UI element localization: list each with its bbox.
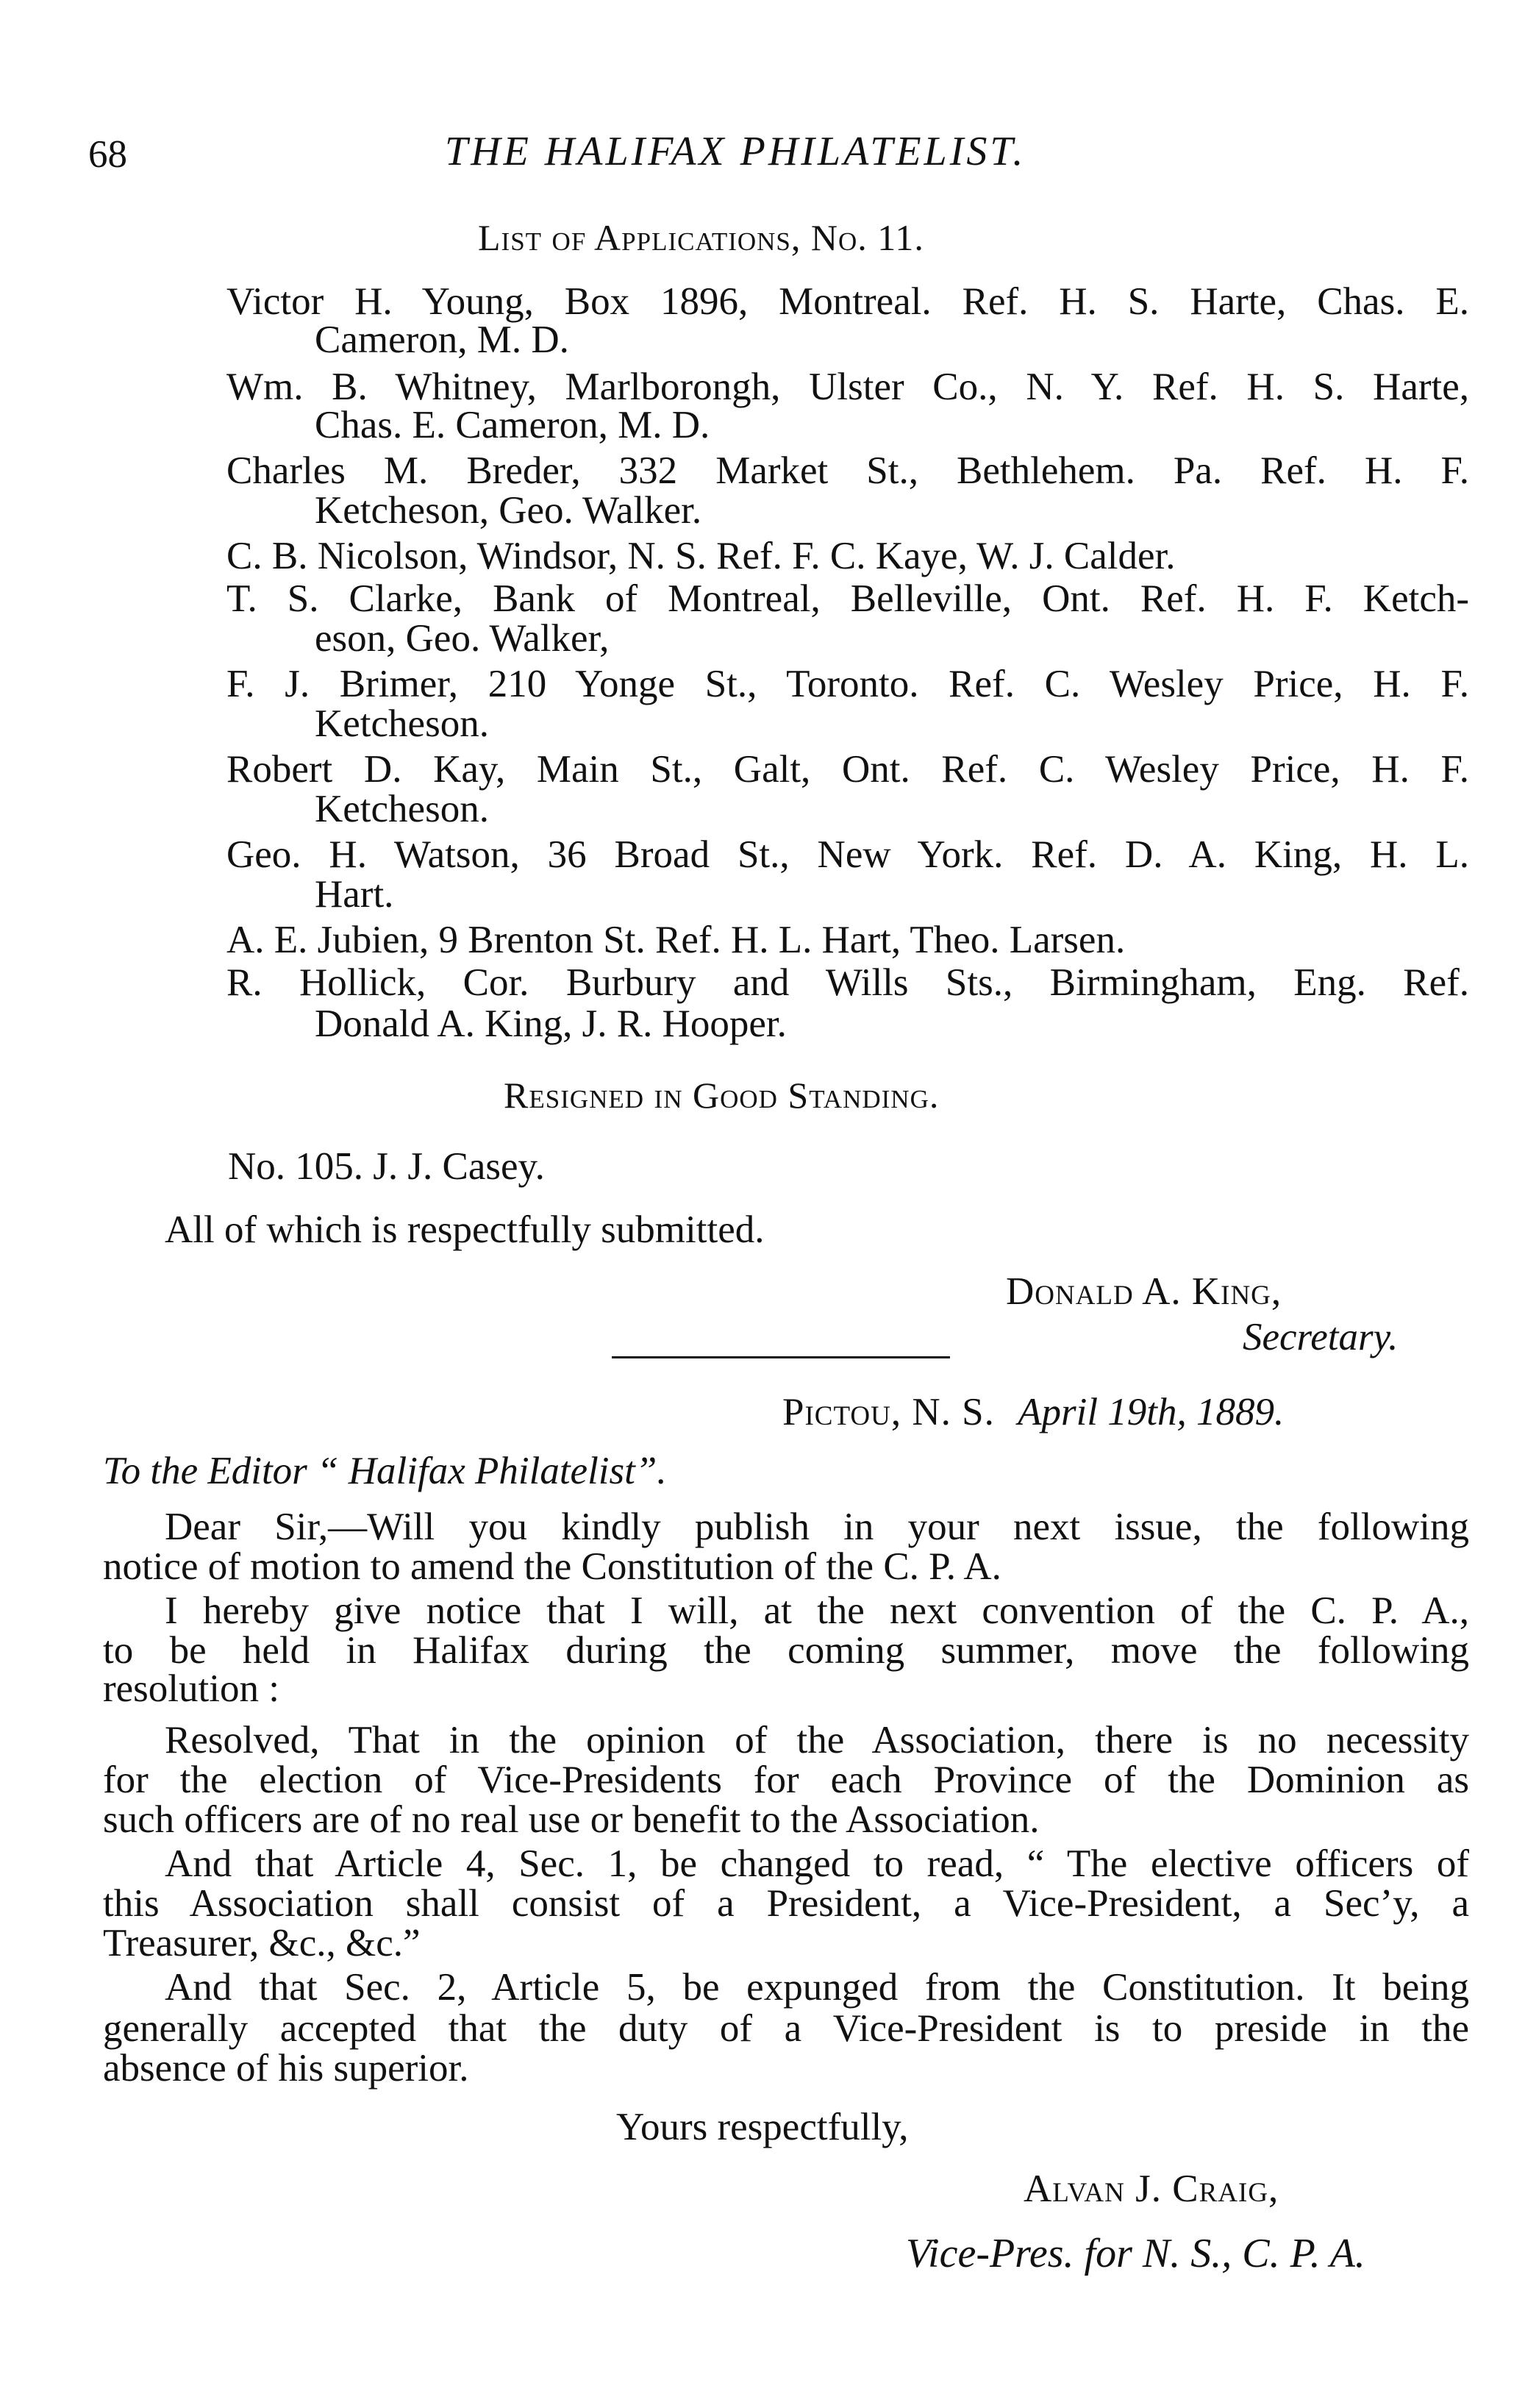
application-line: Donald A. King, J. R. Hooper. xyxy=(315,1002,787,1045)
letter-line: I hereby give notice that I will, at the next convention of the C. P. A., xyxy=(165,1589,1469,1632)
running-title: THE HALIFAX PHILATELIST. xyxy=(445,129,1026,174)
application-line: Ketcheson. xyxy=(315,702,489,745)
letter-line: Resolved, That in the opinion of the Association, there is no necessity xyxy=(165,1719,1469,1762)
letter-line: notice of motion to amend the Constitution of the C. P. A. xyxy=(103,1545,1001,1588)
application-line: F. J. Brimer, 210 Yonge St., Toronto. Ref. C. Wesley Price, H. F. xyxy=(226,663,1469,705)
application-line: Ketcheson. xyxy=(315,788,489,830)
letter-line: generally accepted that the duty of a Vice-President is to preside in the xyxy=(103,2007,1469,2050)
letter-signer-title: Vice-Pres. for N. S., C. P. A. xyxy=(906,2231,1365,2276)
letter-line: to be held in Halifax during the coming summer, move the following xyxy=(103,1629,1469,1672)
application-line: R. Hollick, Cor. Burbury and Wills Sts., Birmingham, Eng. Ref. xyxy=(226,961,1469,1004)
resigned-heading: Resigned in Good Standing. xyxy=(504,1075,940,1116)
application-line: Robert D. Kay, Main St., Galt, Ont. Ref. C. Wesley Price, H. F. xyxy=(226,748,1469,791)
application-line: T. S. Clarke, Bank of Montreal, Belleville, Ont. Ref. H. F. Ketch- xyxy=(226,577,1469,620)
section-divider xyxy=(612,1356,950,1358)
application-line: A. E. Jubien, 9 Brenton St. Ref. H. L. Hart, Theo. Larsen. xyxy=(226,919,1126,961)
letter-line: absence of his superior. xyxy=(103,2047,469,2090)
resigned-entry: No. 105. J. J. Casey. xyxy=(228,1145,545,1188)
secretary-signature: Donald A. King, xyxy=(1006,1270,1282,1313)
page-number: 68 xyxy=(88,133,127,176)
letter-line: such officers are of no real use or benefit to the Association. xyxy=(103,1798,1040,1841)
applications-heading: List of Applications, No. 11. xyxy=(478,217,924,258)
letter-date: April 19th, 1889. xyxy=(1018,1391,1285,1433)
application-line: Wm. B. Whitney, Marlborongh, Ulster Co., N. Y. Ref. H. S. Harte, xyxy=(226,366,1469,408)
letter-line: resolution : xyxy=(103,1667,279,1710)
application-line: Hart. xyxy=(315,873,394,916)
letter-line: And that Article 4, Sec. 1, be changed to read, “ The elective officers of xyxy=(165,1842,1469,1885)
application-line: Ketcheson, Geo. Walker. xyxy=(315,489,702,532)
letter-line: this Association shall consist of a President, a Vice-President, a Sec’y, a xyxy=(103,1882,1469,1925)
letter-addressee: To the Editor “ Halifax Philatelist”. xyxy=(103,1450,667,1492)
letter-signature: Alvan J. Craig, xyxy=(1024,2167,1279,2210)
application-line: Chas. E. Cameron, M. D. xyxy=(315,404,710,446)
letter-line: Treasurer, &c., &c.” xyxy=(103,1922,421,1964)
application-line: Cameron, M. D. xyxy=(315,318,569,361)
application-line: eson, Geo. Walker, xyxy=(315,617,610,660)
application-line: Victor H. Young, Box 1896, Montreal. Ref. H. S. Harte, Chas. E. xyxy=(226,280,1469,323)
letter-dateline xyxy=(782,1393,1284,1432)
application-line: Charles M. Breder, 332 Market St., Bethlehem. Pa. Ref. H. F. xyxy=(226,449,1469,492)
letter-line: for the election of Vice-Presidents for each Province of the Dominion as xyxy=(103,1759,1469,1801)
application-line: Geo. H. Watson, 36 Broad St., New York. Ref. D. A. King, H. L. xyxy=(226,833,1469,876)
letter-line: Dear Sir,—Will you kindly publish in your next issue, the following xyxy=(165,1506,1469,1548)
secretary-title: Secretary. xyxy=(1243,1316,1399,1358)
letter-place: Pictou, N. S. xyxy=(782,1391,995,1433)
submitted-line: All of which is respectfully submitted. xyxy=(165,1208,765,1251)
letter-line: And that Sec. 2, Article 5, be expunged from the Constitution. It being xyxy=(165,1966,1469,2009)
application-line: C. B. Nicolson, Windsor, N. S. Ref. F. C. Kaye, W. J. Calder. xyxy=(226,535,1176,577)
letter-valediction: Yours respectfully, xyxy=(616,2106,909,2148)
